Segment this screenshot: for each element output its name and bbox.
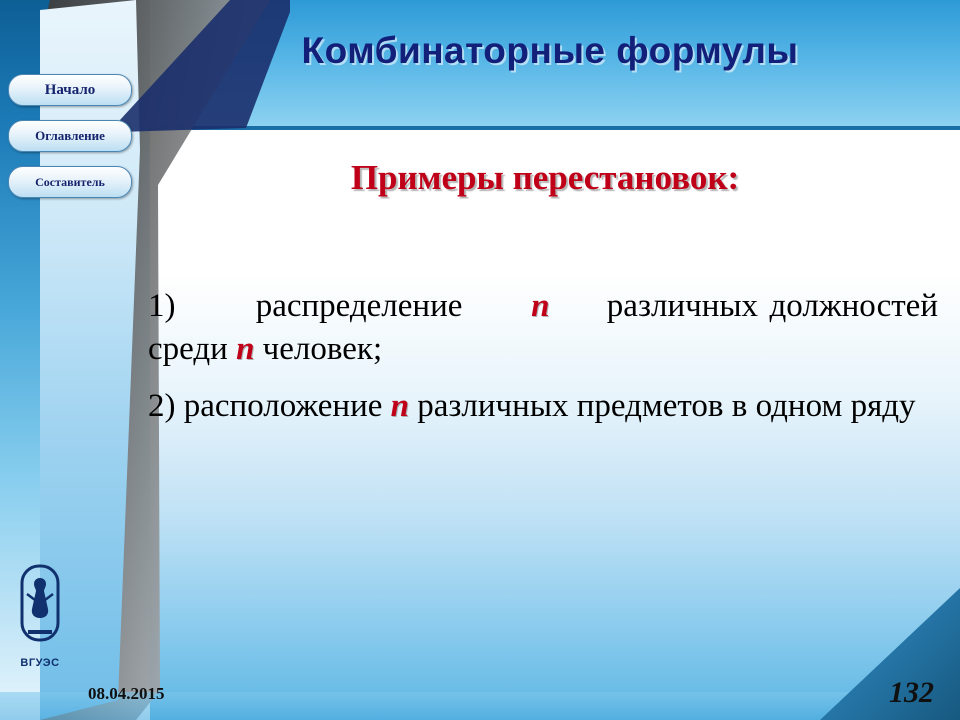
section-heading: Примеры перестановок: xyxy=(350,158,740,197)
list-item xyxy=(148,285,938,371)
variable-n: n xyxy=(531,288,550,324)
text-run: различных предметов в одном ряду xyxy=(409,387,916,424)
text-run: различных должностей среди xyxy=(148,288,938,367)
text-run: 2) расположение xyxy=(148,387,391,424)
logo-label: ВГУЭС xyxy=(20,657,60,669)
text-run: человек; xyxy=(254,330,383,367)
organization-logo xyxy=(12,564,68,676)
sidebar-item-label: Составитель xyxy=(35,174,105,189)
text-run: 1) распределение xyxy=(148,288,532,324)
sidebar-item-home[interactable] xyxy=(8,74,132,106)
variable-n: n xyxy=(236,330,255,367)
list-item xyxy=(148,385,938,428)
sidebar-item-author[interactable] xyxy=(8,166,132,198)
variable-n: n xyxy=(390,387,409,424)
page-number: 132 xyxy=(889,676,934,709)
page-title: Комбинаторные формулы xyxy=(301,30,799,71)
body-content xyxy=(148,285,938,442)
sidebar-item-contents[interactable] xyxy=(8,120,132,152)
slide-date: 08.04.2015 xyxy=(88,684,165,703)
sidebar-item-label: Оглавление xyxy=(35,128,105,143)
university-emblem-icon xyxy=(13,564,67,650)
sidebar-item-label: Начало xyxy=(44,81,96,98)
